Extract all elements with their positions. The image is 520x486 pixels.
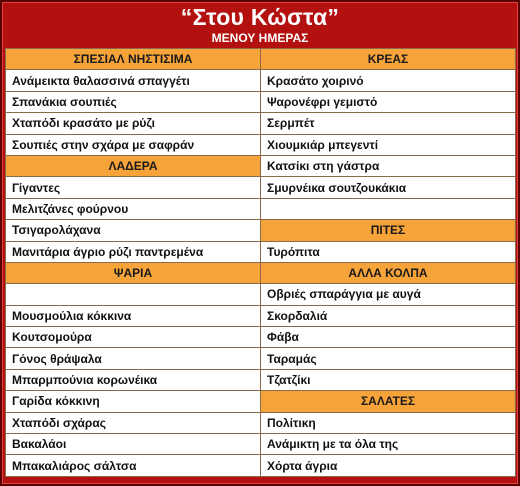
empty-cell	[261, 198, 516, 219]
menu-subtitle: ΜΕΝΟΥ ΗΜΕΡΑΣ	[211, 31, 309, 45]
menu-row	[6, 70, 516, 91]
menu-item: Τζατζίκι	[261, 369, 516, 390]
menu-item: Τυρόπιτα	[261, 241, 516, 262]
menu-item: Χόρτα άγρια	[261, 455, 516, 476]
menu-row	[6, 241, 516, 262]
menu-row	[6, 327, 516, 348]
restaurant-title: “Στου Κώστα”	[180, 4, 340, 30]
menu-item: Μουσμούλια κόκκινα	[6, 305, 261, 326]
menu-item: Σμυρνέικα σουτζουκάκια	[261, 177, 516, 198]
menu-row	[6, 284, 516, 305]
menu-row	[6, 369, 516, 390]
menu-item: Σουπιές στην σχάρα με σαφράν	[6, 134, 261, 155]
menu-row	[6, 91, 516, 112]
menu-table-body	[6, 49, 516, 477]
menu-item: Γίγαντες	[6, 177, 261, 198]
menu-row	[6, 305, 516, 326]
menu-row	[6, 113, 516, 134]
menu-row	[6, 49, 516, 70]
section-header: ΑΛΛΑ ΚΟΛΠΑ	[261, 262, 516, 283]
menu-item: Οβριές σπαράγγια με αυγά	[261, 284, 516, 305]
menu-item: Ταραμάς	[261, 348, 516, 369]
menu-row	[6, 348, 516, 369]
menu-item: Σερμπέτ	[261, 113, 516, 134]
menu-item: Χιουμκιάρ μπεγεντί	[261, 134, 516, 155]
menu-row	[6, 455, 516, 476]
menu-item: Κουτσομούρα	[6, 327, 261, 348]
menu-table	[5, 48, 516, 477]
menu-item: Χταπόδι κρασάτο με ρύζι	[6, 113, 261, 134]
empty-cell	[6, 284, 261, 305]
menu-item: Φάβα	[261, 327, 516, 348]
menu-item: Βακαλάοι	[6, 434, 261, 455]
section-header: ΣΑΛΑΤΕΣ	[261, 391, 516, 412]
menu-header	[2, 2, 518, 46]
menu-row	[6, 220, 516, 241]
menu-item: Τσιγαρολάχανα	[6, 220, 261, 241]
menu-item: Ανάμεικτα θαλασσινά σπαγγέτι	[6, 70, 261, 91]
section-header: ΣΠΕΣΙΑΛ ΝΗΣΤΙΣΙΜΑ	[6, 49, 261, 70]
menu-item: Μπαρμπούνια κορωνέικα	[6, 369, 261, 390]
menu-row	[6, 198, 516, 219]
menu-row	[6, 177, 516, 198]
menu-item: Κατσίκι στη γάστρα	[261, 155, 516, 176]
menu-item: Γαρίδα κόκκινη	[6, 391, 261, 412]
menu-item: Σπανάκια σουπιές	[6, 91, 261, 112]
menu-item: Ψαρονέφρι γεμιστό	[261, 91, 516, 112]
section-header: ΚΡΕΑΣ	[261, 49, 516, 70]
section-header: ΨΑΡΙΑ	[6, 262, 261, 283]
menu-row	[6, 412, 516, 433]
section-header: ΠΙΤΕΣ	[261, 220, 516, 241]
menu-row	[6, 155, 516, 176]
menu-row	[6, 391, 516, 412]
menu-item: Μπακαλιάρος σάλτσα	[6, 455, 261, 476]
menu-item: Πολίτικη	[261, 412, 516, 433]
menu-item: Μελιτζάνες φούρνου	[6, 198, 261, 219]
menu-item: Μανιτάρια άγριο ρύζι παντρεμένα	[6, 241, 261, 262]
menu-row	[6, 434, 516, 455]
menu-item: Ανάμικτη με τα όλα της	[261, 434, 516, 455]
menu-item: Γόνος θράψαλα	[6, 348, 261, 369]
menu-item: Χταπόδι σχάρας	[6, 412, 261, 433]
menu-item: Σκορδαλιά	[261, 305, 516, 326]
section-header: ΛΑΔΕΡΑ	[6, 155, 261, 176]
menu-row	[6, 134, 516, 155]
menu-item: Κρασάτο χοιρινό	[261, 70, 516, 91]
menu-row	[6, 262, 516, 283]
